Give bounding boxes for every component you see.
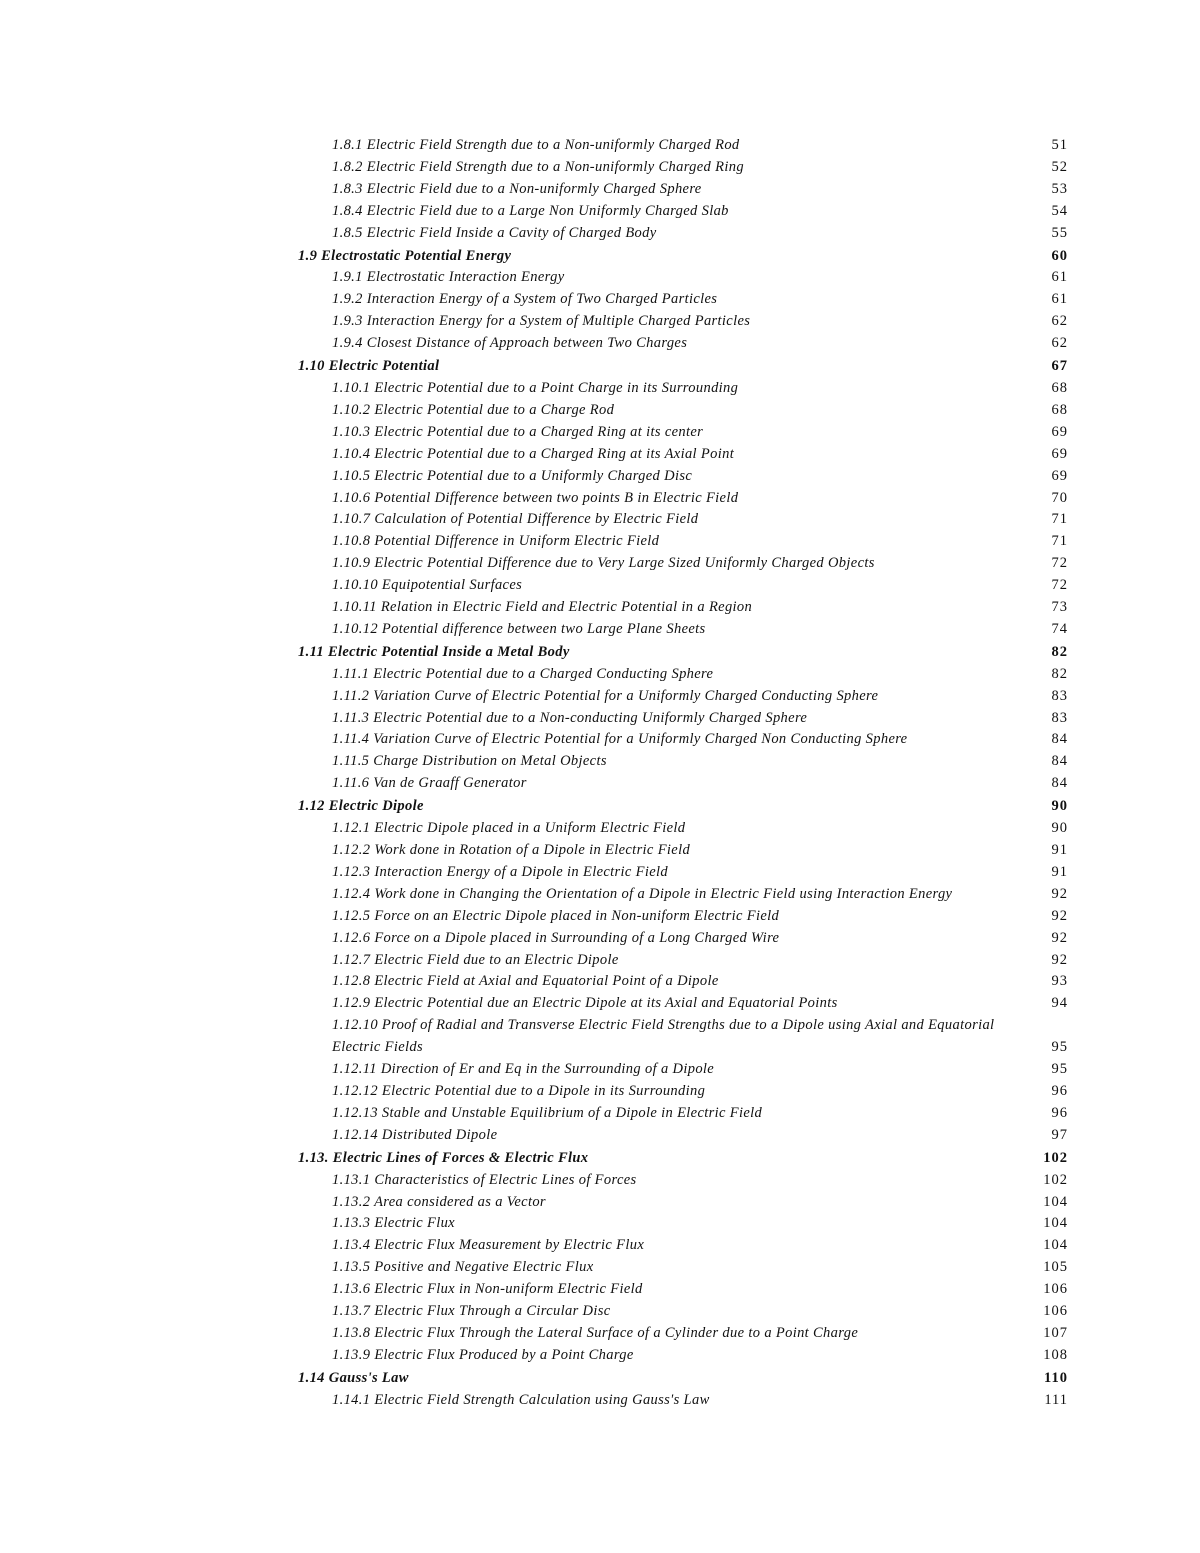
toc-subsection-row <box>298 619 1068 641</box>
toc-subsection-row <box>298 773 1068 795</box>
toc-entry-title: 1.12.7 Electric Field due to an Electric Dipole <box>332 951 619 968</box>
toc-entry-title: 1.9.2 Interaction Energy of a System of Two Charged Particles <box>332 291 718 308</box>
toc-entry-page-number: 107 <box>1043 1324 1068 1341</box>
toc-entry-page-number: 92 <box>1051 885 1068 902</box>
toc-entry-page-number: 69 <box>1051 423 1068 440</box>
toc-subsection-row <box>298 1213 1068 1235</box>
toc-subsection-row <box>298 1192 1068 1214</box>
toc-entry-page-number: 67 <box>1051 358 1068 375</box>
toc-subsection-row <box>298 1059 1068 1081</box>
toc-entry-title: 1.13.8 Electric Flux Through the Lateral Surface of a Cylinder due to a Point Charge <box>332 1324 859 1341</box>
toc-entry-title: 1.13.9 Electric Flux Produced by a Point Charge <box>332 1346 634 1363</box>
toc-entry-title: 1.8.4 Electric Field due to a Large Non Uniformly Charged Slab <box>332 202 729 219</box>
toc-entry-title: 1.12 Electric Dipole <box>298 798 424 815</box>
toc-entry-page-number: 72 <box>1051 577 1068 594</box>
toc-entry-title: 1.12.11 Direction of Er and Eq in the Surrounding of a Dipole <box>332 1061 715 1078</box>
toc-entry-title: 1.12.9 Electric Potential due an Electric Dipole at its Axial and Equatorial Points <box>332 995 838 1012</box>
toc-subsection-row <box>298 553 1068 575</box>
toc-entry-page-number: 104 <box>1043 1215 1068 1232</box>
toc-section-row <box>298 246 1068 268</box>
toc-section-row <box>298 796 1068 818</box>
toc-entry-page-number: 104 <box>1043 1237 1068 1254</box>
toc-subsection-row <box>298 1390 1068 1412</box>
toc-entry-page-number: 92 <box>1051 907 1068 924</box>
toc-entry-page-number: 96 <box>1051 1082 1068 1099</box>
toc-entry-page-number: 69 <box>1051 467 1068 484</box>
toc-entry-page-number: 105 <box>1043 1259 1068 1276</box>
toc-subsection-row <box>298 1301 1068 1323</box>
toc-subsection-row <box>298 400 1068 422</box>
toc-entry-title: 1.12.2 Work done in Rotation of a Dipole in Electric Field <box>332 842 691 858</box>
toc-entry-page-number: 55 <box>1051 224 1068 241</box>
toc-entry-title: 1.12.3 Interaction Energy of a Dipole in Electric Field <box>332 863 669 880</box>
toc-entry-page-number: 72 <box>1051 555 1068 572</box>
toc-entry-title: 1.12.13 Stable and Unstable Equilibrium of a Dipole in Electric Field <box>332 1104 763 1121</box>
toc-entry-page-number: 92 <box>1051 951 1068 968</box>
toc-entry-title: 1.10.4 Electric Potential due to a Charged Ring at its Axial Point <box>332 445 735 462</box>
toc-entry-page-number: 83 <box>1051 709 1068 726</box>
toc-entry-title: 1.12.4 Work done in Changing the Orientation of a Dipole in Electric Field using Interaction Energy <box>332 885 953 902</box>
toc-entry-page-number: 62 <box>1051 313 1068 330</box>
toc-entry-title: 1.8.2 Electric Field Strength due to a Non-uniformly Charged Ring <box>332 158 744 175</box>
toc-subsection-row <box>298 928 1068 950</box>
toc-entry-title: 1.13.1 Characteristics of Electric Lines of Forces <box>332 1171 637 1188</box>
toc-subsection-row <box>298 157 1068 179</box>
toc-entry-page-number: 73 <box>1051 599 1068 616</box>
toc-subsection-row <box>298 1323 1068 1345</box>
toc-entry-title: 1.8.3 Electric Field due to a Non-uniformly Charged Sphere <box>332 180 702 197</box>
toc-entry-title: 1.12.5 Force on an Electric Dipole placed in Non-uniform Electric Field <box>332 907 780 924</box>
toc-subsection-row <box>298 1235 1068 1257</box>
toc-subsection-row <box>298 818 1068 840</box>
toc-entry-page-number: 108 <box>1043 1346 1068 1363</box>
toc-subsection-row <box>298 1170 1068 1192</box>
toc-entry-title: 1.10.9 Electric Potential Difference due to Very Large Sized Uniformly Charged Objects <box>332 555 875 572</box>
toc-entry-title: 1.9.1 Electrostatic Interaction Energy <box>332 269 565 286</box>
toc-entry-title: 1.8.1 Electric Field Strength due to a Non-uniformly Charged Rod <box>332 137 740 153</box>
toc-entry-title: 1.10 Electric Potential <box>298 358 440 375</box>
toc-entry-page-number: 82 <box>1051 643 1068 660</box>
toc-subsection-row <box>298 906 1068 928</box>
toc-subsection-row <box>298 378 1068 400</box>
toc-entry-page-number: 91 <box>1051 863 1068 880</box>
toc-entry-page-number: 90 <box>1051 798 1068 815</box>
toc-entry-title: 1.10.7 Calculation of Potential Difference by Electric Field <box>332 511 699 528</box>
toc-entry-page-number: 106 <box>1043 1281 1068 1298</box>
toc-entry-title: 1.11.5 Charge Distribution on Metal Objects <box>332 753 607 770</box>
toc-entry-title: 1.10.3 Electric Potential due to a Charged Ring at its center <box>332 423 704 440</box>
toc-entry-page-number: 102 <box>1043 1171 1068 1188</box>
toc-entry-page-number: 95 <box>1051 1061 1068 1078</box>
toc-entry-page-number: 53 <box>1051 180 1068 197</box>
toc-entry-page-number: 102 <box>1043 1149 1068 1166</box>
toc-entry-title: 1.12.14 Distributed Dipole <box>332 1126 498 1143</box>
toc-subsection-row <box>298 751 1068 773</box>
toc-subsection-row <box>298 575 1068 597</box>
toc-entry-page-number: 97 <box>1051 1126 1068 1143</box>
toc-section-row <box>298 642 1068 664</box>
toc-entry-title: 1.12.1 Electric Dipole placed in a Uniform Electric Field <box>332 820 686 837</box>
toc-entry-page-number: 84 <box>1051 731 1068 748</box>
toc-entry-page-number: 83 <box>1051 687 1068 704</box>
toc-subsection-row <box>298 509 1068 531</box>
toc-subsection-row <box>298 708 1068 730</box>
toc-entry-title: 1.12.12 Electric Potential due to a Dipole in its Surrounding <box>332 1082 706 1099</box>
toc-entry-page-number: 69 <box>1051 445 1068 462</box>
toc-entry-title: 1.10.8 Potential Difference in Uniform Electric Field <box>332 533 660 550</box>
toc-subsection-row <box>298 135 1068 157</box>
toc-entry-title: 1.13.2 Area considered as a Vector <box>332 1193 546 1210</box>
toc-subsection-row <box>298 840 1068 862</box>
toc-entry-page-number: 52 <box>1051 158 1068 175</box>
toc-subsection-row <box>298 884 1068 906</box>
toc-subsection-row <box>298 993 1068 1015</box>
toc-entry-page-number: 93 <box>1051 973 1068 990</box>
toc-entry-page-number: 110 <box>1044 1369 1068 1386</box>
toc-subsection-row <box>298 729 1068 751</box>
toc-entry-title: 1.8.5 Electric Field Inside a Cavity of Charged Body <box>332 224 657 241</box>
toc-entry-page-number: 68 <box>1051 401 1068 418</box>
toc-entry-page-number: 61 <box>1051 269 1068 286</box>
toc-entry-page-number: 111 <box>1044 1391 1068 1408</box>
toc-subsection-row <box>298 1103 1068 1125</box>
toc-entry-title: 1.13.7 Electric Flux Through a Circular Disc <box>332 1303 611 1320</box>
toc-entry-title: 1.12.6 Force on a Dipole placed in Surrounding of a Long Charged Wire <box>332 929 780 946</box>
toc-entry-title: 1.10.11 Relation in Electric Field and Electric Potential in a Region <box>332 599 753 616</box>
toc-subsection-row <box>298 971 1068 993</box>
toc-subsection-row <box>298 201 1068 223</box>
toc-entry-page-number: 61 <box>1051 291 1068 308</box>
toc-subsection-row <box>298 664 1068 686</box>
toc-subsection-row <box>298 950 1068 972</box>
toc-section-row <box>298 1148 1068 1170</box>
toc-subsection-row <box>298 289 1068 311</box>
toc-subsection-row <box>298 333 1068 355</box>
toc-entry-title: 1.11.3 Electric Potential due to a Non-conducting Uniformly Charged Sphere <box>332 709 808 726</box>
toc-subsection-row <box>298 1279 1068 1301</box>
toc-entry-title: 1.14 Gauss's Law <box>298 1369 409 1386</box>
toc-entry-title: 1.10.5 Electric Potential due to a Uniformly Charged Disc <box>332 467 693 484</box>
toc-entry-title: 1.12.10 Proof of Radial and Transverse Electric Field Strengths due to a Dipole using Axial and Equatorial Electric Fields <box>332 1017 995 1056</box>
toc-entry-title: 1.11.6 Van de Graaff Generator <box>332 775 527 792</box>
toc-entry-page-number: 106 <box>1043 1303 1068 1320</box>
toc-subsection-row <box>298 267 1068 289</box>
toc-entry-title: 1.10.1 Electric Potential due to a Point Charge in its Surrounding <box>332 379 739 396</box>
toc-entry-page-number: 60 <box>1051 247 1068 264</box>
toc-subsection-row <box>298 488 1068 510</box>
toc-subsection-row <box>298 223 1068 245</box>
toc-entry-title: 1.10.10 Equipotential Surfaces <box>332 577 523 594</box>
toc-entry-page-number: 94 <box>1051 995 1068 1012</box>
toc-entry-page-number: 62 <box>1051 335 1068 352</box>
toc-entry-title: 1.13.4 Electric Flux Measurement by Electric Flux <box>332 1237 645 1254</box>
toc-section-row <box>298 1368 1068 1390</box>
toc-entry-page-number: 74 <box>1051 620 1068 637</box>
toc-entry-title: 1.9.4 Closest Distance of Approach between Two Charges <box>332 335 688 352</box>
toc-entry-title: 1.10.12 Potential difference between two Large Plane Sheets <box>332 620 706 637</box>
toc-entry-title: 1.11 Electric Potential Inside a Metal Body <box>298 643 570 660</box>
toc-entry-page-number: 68 <box>1051 379 1068 396</box>
toc-subsection-row <box>298 1345 1068 1367</box>
toc-entry-page-number: 71 <box>1051 511 1068 528</box>
toc-subsection-row <box>298 466 1068 488</box>
toc-entry-page-number: 84 <box>1051 753 1068 770</box>
toc-subsection-row <box>298 1015 1068 1059</box>
toc-entry-title: 1.10.2 Electric Potential due to a Charge Rod <box>332 401 615 418</box>
toc-entry-page-number: 95 <box>1051 1039 1068 1056</box>
toc-entry-page-number: 84 <box>1051 775 1068 792</box>
toc-subsection-row <box>298 311 1068 333</box>
toc-entry-page-number: 92 <box>1051 929 1068 946</box>
toc-subsection-row <box>298 686 1068 708</box>
toc-subsection-row <box>298 444 1068 466</box>
toc-section-row <box>298 356 1068 378</box>
toc-entry-title: 1.10.6 Potential Difference between two points B in Electric Field <box>332 489 739 506</box>
table-of-contents <box>298 135 1068 1412</box>
toc-subsection-row <box>298 1125 1068 1147</box>
toc-entry-title: 1.11.2 Variation Curve of Electric Potential for a Uniformly Charged Conducting Sphere <box>332 687 879 704</box>
toc-subsection-row <box>298 1081 1068 1103</box>
toc-entry-title: 1.9 Electrostatic Potential Energy <box>298 247 512 264</box>
toc-entry-page-number: 51 <box>1051 137 1068 153</box>
toc-subsection-row <box>298 597 1068 619</box>
toc-entry-title: 1.14.1 Electric Field Strength Calculation using Gauss's Law <box>332 1391 710 1408</box>
toc-entry-page-number: 96 <box>1051 1104 1068 1121</box>
toc-entry-page-number: 91 <box>1051 842 1068 858</box>
toc-entry-page-number: 70 <box>1051 489 1068 506</box>
toc-entry-title: 1.12.8 Electric Field at Axial and Equatorial Point of a Dipole <box>332 973 719 990</box>
toc-entry-page-number: 90 <box>1051 820 1068 837</box>
toc-entry-page-number: 54 <box>1051 202 1068 219</box>
toc-subsection-row <box>298 422 1068 444</box>
toc-subsection-row <box>298 862 1068 884</box>
toc-entry-title: 1.9.3 Interaction Energy for a System of Multiple Charged Particles <box>332 313 751 330</box>
toc-entry-page-number: 71 <box>1051 533 1068 550</box>
toc-subsection-row <box>298 531 1068 553</box>
toc-entry-title: 1.11.4 Variation Curve of Electric Potential for a Uniformly Charged Non Conducting Sphere <box>332 731 908 748</box>
toc-entry-title: 1.13.3 Electric Flux <box>332 1215 455 1232</box>
toc-entry-title: 1.13.6 Electric Flux in Non-uniform Electric Field <box>332 1281 643 1298</box>
toc-subsection-row <box>298 1257 1068 1279</box>
toc-entry-title: 1.13.5 Positive and Negative Electric Flux <box>332 1259 594 1276</box>
toc-entry-page-number: 104 <box>1043 1193 1068 1210</box>
toc-subsection-row <box>298 179 1068 201</box>
toc-entry-title: 1.11.1 Electric Potential due to a Charged Conducting Sphere <box>332 665 714 682</box>
toc-entry-page-number: 82 <box>1051 665 1068 682</box>
toc-entry-title: 1.13. Electric Lines of Forces & Electric Flux <box>298 1149 589 1166</box>
